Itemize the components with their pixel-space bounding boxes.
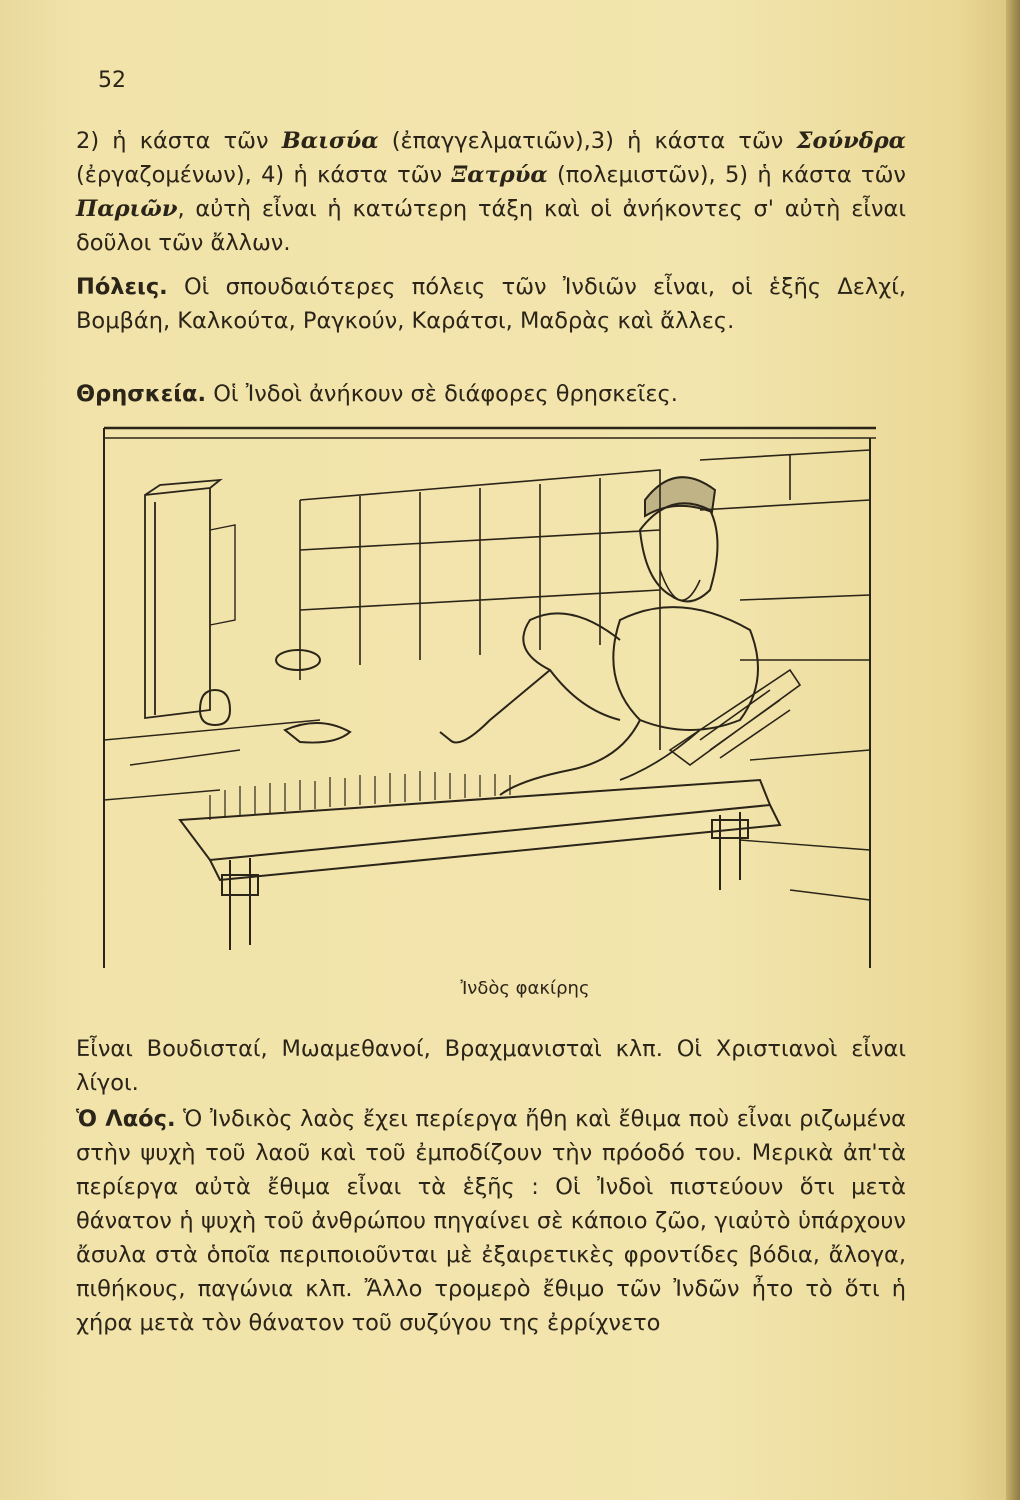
paragraph-castes: [76, 124, 906, 260]
figure-caption: Ἰνδὸς φακίρης: [460, 978, 590, 999]
paragraph-religions-list: [76, 1032, 906, 1100]
term-pariah: Παριῶν: [76, 196, 178, 222]
paragraph-text: Ὁ Ἰνδικὸς λαὸς ἔχει περίεργα ἤθη καὶ ἔθιμα ποὺ εἶναι ριζωμένα στὴν ψυχὴ τοῦ λαοῦ καὶ τοῦ ἐμποδίζουν τὴν πρόοδό του. Μερικὰ ἀπ'τὰ περίεργα αὐτὰ ἔθιμα εἶναι τὰ ἑξῆς : Οἱ Ἰνδοὶ πιστεύουν ὅτι μετὰ θάνατον ἡ ψυχὴ τοῦ ἀνθρώπου πηγαίνει σὲ κάποιο ζῶο, γιαὐτὸ ὑπάρχουν ἄσυλα στὰ ὁποῖα περιποιοῦνται μὲ ἐξαιρετικὲς φροντίδες βόδια, ἄλογα, πιθήκους, παγώνια κλπ. Ἄλλο τρομερὸ ἔθιμο τῶν Ἰνδῶν ἦτο τὸ ὅτι ἡ χήρα μετὰ τὸν θάνατον τοῦ συζύγου της ἐρρίχνετο: [76, 1106, 906, 1336]
term-sudra: Σούνδρα: [796, 128, 906, 154]
section-heading-religion: Θρησκεία.: [76, 381, 207, 407]
paragraph-religion: [76, 377, 906, 411]
text-run: 2) ἡ κάστα τῶν: [76, 128, 282, 154]
term-vaisya: Βαισύα: [281, 128, 379, 154]
section-heading-people: Ὁ Λαός.: [76, 1106, 176, 1132]
page-edge: [1006, 0, 1020, 1500]
paragraph-text: Εἶναι Βουδισταί, Μωαμεθανοί, Βραχμανισταὶ κλπ. Οἱ Χριστιανοὶ εἶναι λίγοι.: [76, 1036, 906, 1096]
section-heading-cities: Πόλεις.: [76, 274, 168, 300]
paragraph-people: [76, 1102, 906, 1340]
term-kshatriya: Ξατρύα: [451, 162, 548, 188]
text-run: (ἐργαζομένων), 4) ἡ κάστα τῶν: [76, 162, 452, 188]
paragraph-cities: [76, 270, 906, 338]
paragraph-text: Οἱ σπουδαιότερες πόλεις τῶν Ἰνδιῶν εἶναι, οἱ ἑξῆς Δελχί, Βομβάη, Καλκούτα, Ραγκούν, Καράτσι, Μαδρὰς καὶ ἄλλες.: [76, 274, 906, 334]
paragraph-text: Οἱ Ἰνδοὶ ἀνήκουν σὲ διάφορες θρησκεῖες.: [206, 381, 678, 407]
text-run: (πολεμιστῶν), 5) ἡ κάστα τῶν: [547, 162, 906, 188]
fakir-illustration: [100, 420, 880, 975]
page-number: 52: [98, 68, 126, 93]
text-run: , αὐτὴ εἶναι ἡ κατώτερη τάξη καὶ οἱ ἀνήκοντες σ' αὐτὴ εἶναι δοῦλοι τῶν ἄλλων.: [76, 196, 906, 256]
text-run: (ἐπαγγελματιῶν),3) ἡ κάστα τῶν: [378, 128, 797, 154]
